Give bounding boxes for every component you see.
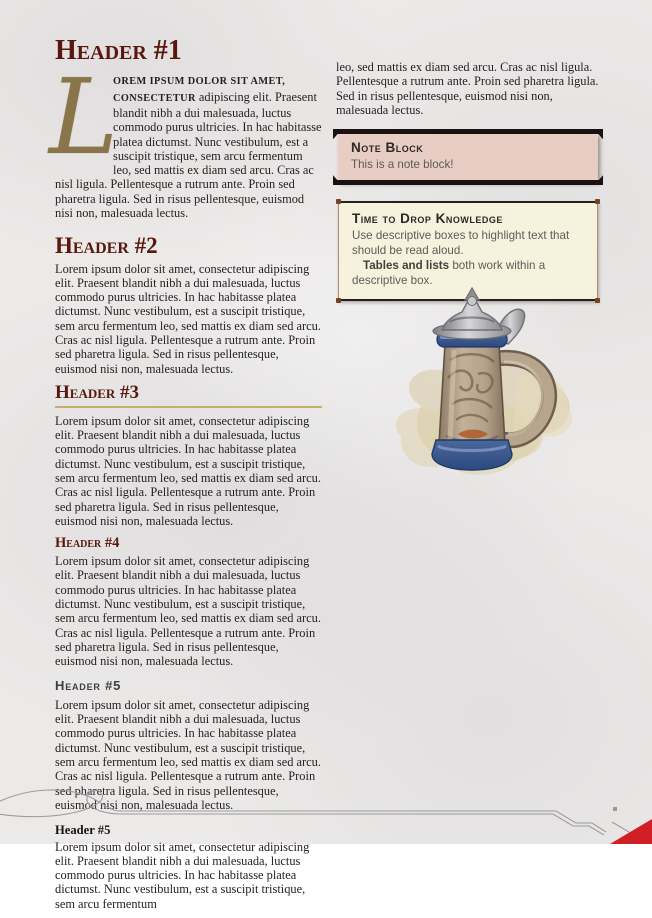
heading-1: Header #1 [55, 35, 182, 66]
note-body: This is a note block! [351, 158, 454, 172]
descriptive-title: Time to Drop Knowledge [352, 211, 503, 227]
note-top-bar [333, 129, 603, 134]
heading-5: Header #5 [55, 678, 122, 694]
beer-stein-illustration [366, 286, 598, 484]
corner-pin-icon [336, 298, 341, 303]
body-paragraph: Lorem ipsum dolor sit amet, consectetur adipiscing elit. Praesent blandit nibh a dui malesuada, luctus commodo purus ultricies. In hac habitasse platea dictumst. Nunc vestibulum, est a suscipit tristique, sem arcu fermentum leo, sed mattis ex diam sed arcu. Cras ac nisl ligula. Pellentesque a rutrum ante. Proin sed pharetra ligula. Sed in risus pellentesque, euismod nisi non, malesuada lectus. [55, 697, 321, 812]
continuation-paragraph: leo, sed mattis ex diam sed arcu. Cras ac nisl ligula. Pellentesque a rutrum ante. Proin sed pharetra ligula. Sed in risus pellentesque, euismod nisi non, malesuada lectus. [336, 60, 599, 117]
right-column [336, 60, 600, 301]
descriptive-body-2 [352, 258, 584, 288]
corner-pin-icon [595, 199, 600, 204]
note-title: Note Block [351, 140, 424, 156]
dropcap-paragraph [49, 56, 322, 221]
descriptive-line1: Use descriptive boxes to highlight text that should be read aloud. [352, 229, 570, 258]
body-paragraph: Lorem ipsum dolor sit amet, consectetur adipiscing elit. Praesent blandit nibh a dui malesuada, luctus commodo purus ultricies. In hac habitasse platea dictumst. Nunc vestibulum, est a suscipit tristique, sem arcu fermentum leo, sed mattis ex diam sed arcu. Cras ac nisl ligula. Pellentesque a rutrum ante. Proin sed pharetra ligula. Sed in risus pellentesque, euismod nisi non, malesuada lectus. [55, 413, 321, 528]
heading-2: Header #2 [55, 233, 158, 259]
note-bottom-bar [333, 180, 603, 185]
corner-pin-icon [336, 199, 341, 204]
lead-smallcaps-text: OREM IPSUM DOLOR SIT AMET, CONSECTETUR [113, 76, 286, 104]
note-block [338, 133, 598, 181]
body-paragraph: Lorem ipsum dolor sit amet, consectetur adipiscing elit. Praesent blandit nibh a dui malesuada, luctus commodo purus ultricies. In hac habitasse platea dictumst. Nunc vestibulum, est a suscipit tristique, sem arcu fermentum leo, sed mattis ex diam sed arcu. Cras ac nisl ligula. Pellentesque a rutrum ante. Proin sed pharetra ligula. Sed in risus pellentesque, euismod nisi non, malesuada lectus. [55, 554, 321, 669]
descriptive-line2: both work within a descriptive box. [352, 259, 546, 288]
footer-ornament [0, 780, 652, 844]
heading-4: Header #4 [55, 535, 120, 552]
footer-square-dot [613, 807, 617, 811]
page-corner-triangle [610, 819, 652, 844]
heading-3: Header #3 [55, 383, 322, 408]
heading-6: Header #5 [55, 823, 111, 838]
footer-rule-lines [0, 790, 646, 842]
descriptive-bold-text: Tables and lists [363, 259, 450, 273]
note-corner-wing [333, 129, 342, 139]
body-paragraph-truncated: Lorem ipsum dolor sit amet, consectetur adipiscing elit. Praesent blandit nibh a dui malesuada, luctus commodo purus ultricies. In hac habitasse platea dictumst. Nunc vestibulum, est a suscipit tristique, sem arcu fermentum [55, 839, 310, 911]
paragraph-text: adipiscing elit. Praesent blandit nibh a dui malesuada, luctus commodo purus ultricies. In hac habitasse platea dictumst. Nunc vestibulum, est a suscipit tristique, sem arcu fermentum leo, sed mattis ex diam sed arcu. Cras ac nisl ligula. Pellentesque a rutrum ante. Proin sed pharetra ligula. Sed in risus pellentesque, euismod nisi non, malesuada lectus. [55, 89, 322, 221]
descriptive-body [352, 228, 584, 258]
body-paragraph: Lorem ipsum dolor sit amet, consectetur adipiscing elit. Praesent blandit nibh a dui malesuada, luctus commodo purus ultricies. In hac habitasse platea dictumst. Nunc vestibulum, est a suscipit tristique, sem arcu fermentum leo, sed mattis ex diam sed arcu. Cras ac nisl ligula. Pellentesque a rutrum ante. Proin sed pharetra ligula. Sed in risus pellentesque, euismod nisi non, malesuada lectus. [55, 261, 321, 376]
dropcap-letter: L [49, 56, 119, 179]
